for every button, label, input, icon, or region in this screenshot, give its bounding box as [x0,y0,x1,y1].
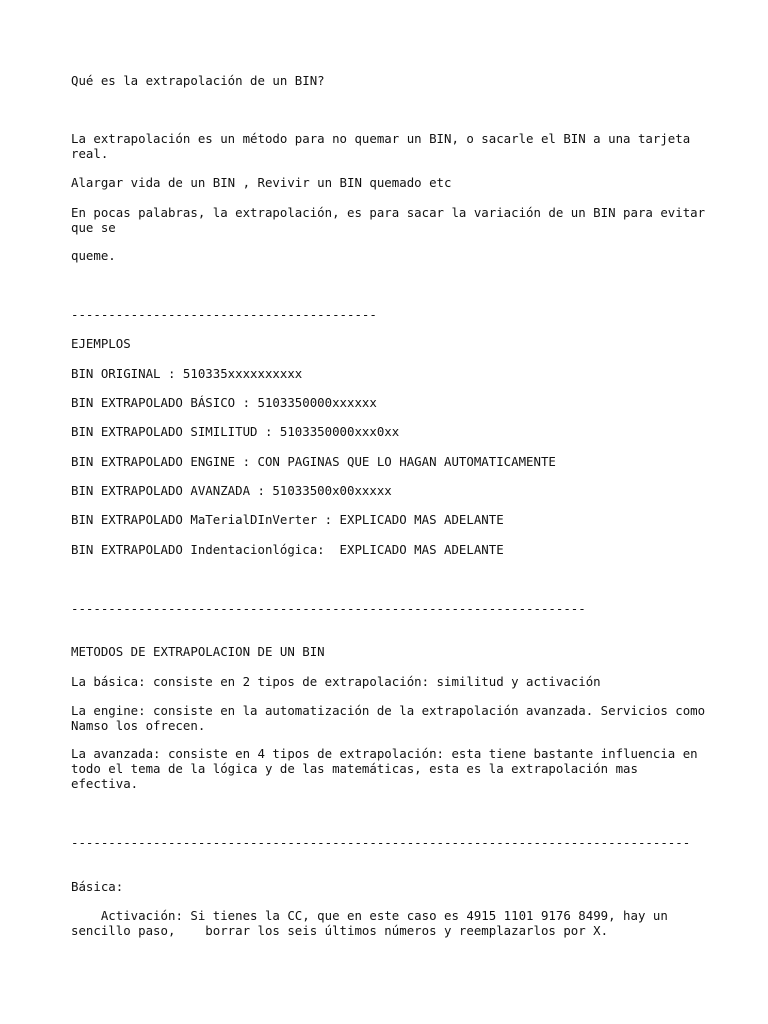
example-item: BIN ORIGINAL : 510335xxxxxxxxxx [71,366,303,381]
example-item: BIN EXTRAPOLADO AVANZADA : 51033500x00xxxxx [71,483,392,498]
example-item: BIN EXTRAPOLADO BÁSICO : 5103350000xxxxxx [71,395,377,410]
examples-heading: EJEMPLOS [71,336,131,351]
separator-line: ----------------------------------------- [71,307,377,322]
method-engine: La engine: consiste en la automatización de la extrapolación avanzada. Servicios como Namso los ofrecen. [71,703,713,733]
example-item: BIN EXTRAPOLADO MaTerialDInVerter : EXPLICADO MAS ADELANTE [71,512,504,527]
method-basic: La básica: consiste en 2 tipos de extrapolación: similitud y activación [71,674,601,689]
separator-line: --------------------------------------------------------------------- [71,601,586,616]
basic-section-heading: Básica: [71,879,124,894]
example-item: BIN EXTRAPOLADO ENGINE : CON PAGINAS QUE LO HAGAN AUTOMATICAMENTE [71,454,556,469]
intro-paragraph-3: En pocas palabras, la extrapolación, es para sacar la variación de un BIN para evitar que se [71,205,713,235]
example-item: BIN EXTRAPOLADO Indentacionlógica: EXPLICADO MAS ADELANTE [71,542,504,557]
intro-paragraph-4: queme. [71,248,116,263]
separator-line: ----------------------------------------------------------------------------------- [71,835,691,850]
basic-activation-text: Activación: Si tienes la CC, que en este caso es 4915 1101 9176 8499, hay un sencillo paso, borrar los seis últimos números y reemplazarlos por X. [71,908,676,938]
question-title: Qué es la extrapolación de un BIN? [71,73,325,88]
method-advanced: La avanzada: consiste en 4 tipos de extrapolación: esta tiene bastante influencia en todo el tema de la lógica y de las matemáticas, esta es la extrapolación mas efectiva. [71,746,706,791]
intro-paragraph-1: La extrapolación es un método para no quemar un BIN, o sacarle el BIN a una tarjeta real. [71,131,698,161]
methods-heading: METODOS DE EXTRAPOLACION DE UN BIN [71,644,325,659]
example-item: BIN EXTRAPOLADO SIMILITUD : 5103350000xxx0xx [71,424,400,439]
intro-paragraph-2: Alargar vida de un BIN , Revivir un BIN quemado etc [71,175,452,190]
